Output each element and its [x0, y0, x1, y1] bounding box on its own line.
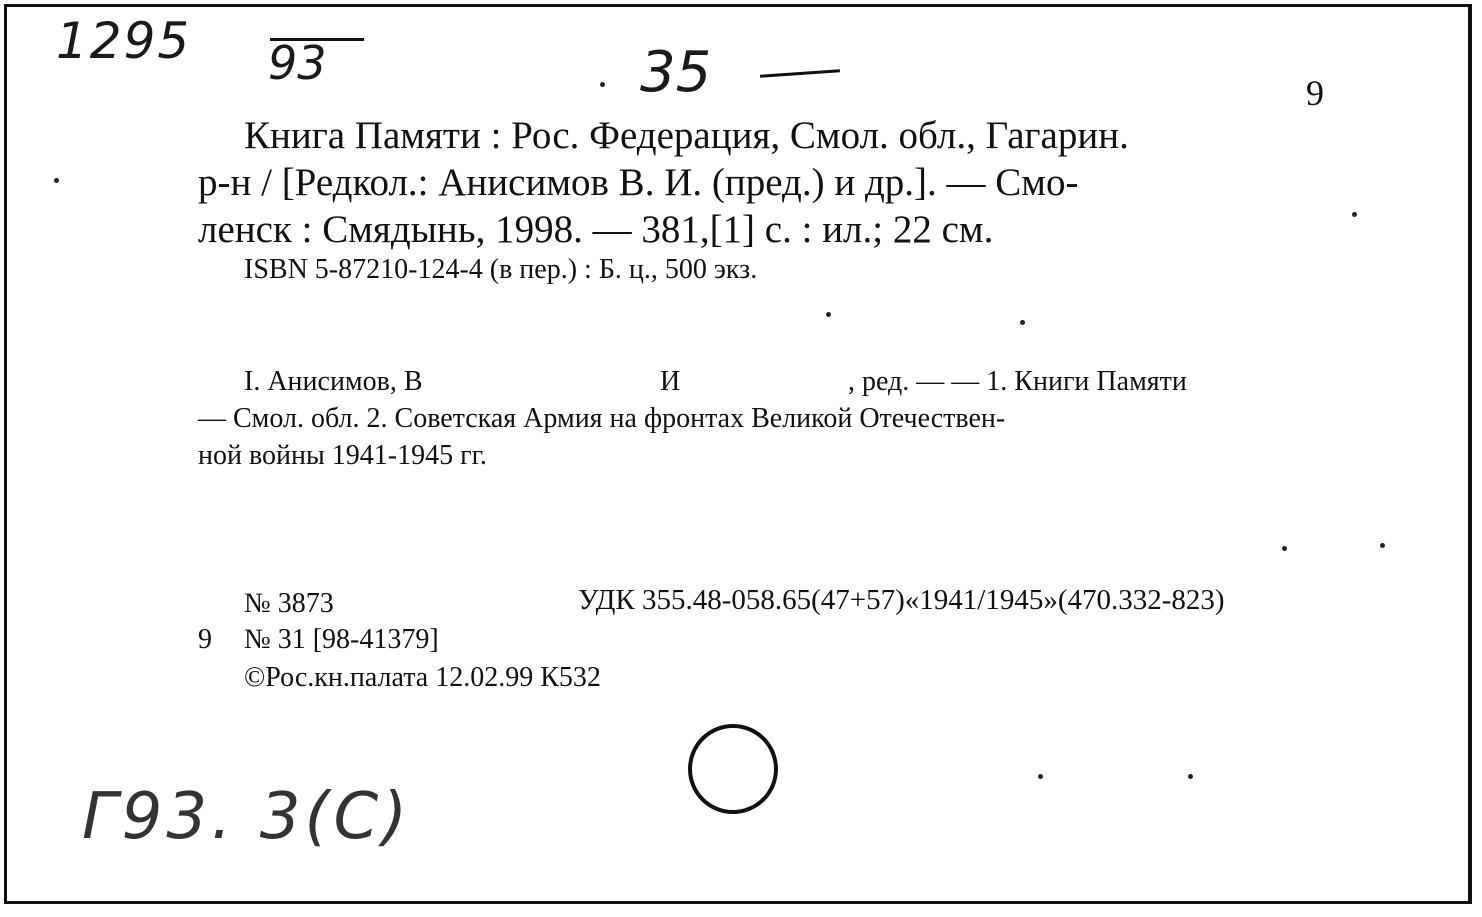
title-line-2: р-н / [Редкол.: Анисимов В. И. (пред.) и др.]. — Смо-	[198, 161, 1079, 204]
added-entry-line-1: I. Анисимов, В	[244, 366, 423, 397]
scan-speck	[826, 312, 831, 317]
page-number: 9	[1306, 73, 1324, 113]
scan-speck	[1020, 320, 1025, 325]
handwritten-inventory-number: 1295	[56, 12, 192, 70]
udk-code: УДК 355.48-058.65(47+57)«1941/1945»(470.332-823)	[578, 584, 1225, 616]
series-digit: 9	[198, 624, 212, 655]
added-entry-line-2: — Смол. обл. 2. Советская Армия на фронтах Великой Отечествен-	[198, 403, 1006, 434]
scan-speck	[1282, 546, 1287, 551]
record-number: № 3873	[244, 588, 334, 619]
handwritten-card-number: 35	[640, 40, 712, 105]
added-entry-initial: И	[660, 366, 681, 397]
added-entry-line-3: ной войны 1941-1945 гг.	[198, 440, 487, 471]
handwritten-classification: Г93. 3(С)	[82, 780, 412, 854]
title-line-1: Книга Памяти : Рос. Федерация, Смол. обл., Гагарин.	[244, 114, 1129, 157]
scan-speck	[1352, 212, 1357, 217]
scan-speck	[1380, 543, 1385, 548]
handwritten-supplement-number: 93	[268, 36, 327, 90]
scan-speck	[1188, 774, 1193, 779]
scan-speck	[600, 82, 605, 87]
added-entry-subjects: , ред. — — 1. Книги Памяти	[848, 366, 1187, 397]
copyright-line: ©Рос.кн.палата 12.02.99 К532	[244, 662, 601, 693]
card-punch-hole	[688, 724, 778, 814]
title-line-3: ленск : Смядынь, 1998. — 381,[1] с. : ил.; 22 см.	[198, 208, 994, 251]
scan-speck	[54, 178, 59, 183]
scan-speck	[1038, 774, 1043, 779]
isbn-line: ISBN 5-87210-124-4 (в пер.) : Б. ц., 500 экз.	[244, 254, 758, 285]
record-number-2: № 31 [98-41379]	[244, 624, 439, 655]
